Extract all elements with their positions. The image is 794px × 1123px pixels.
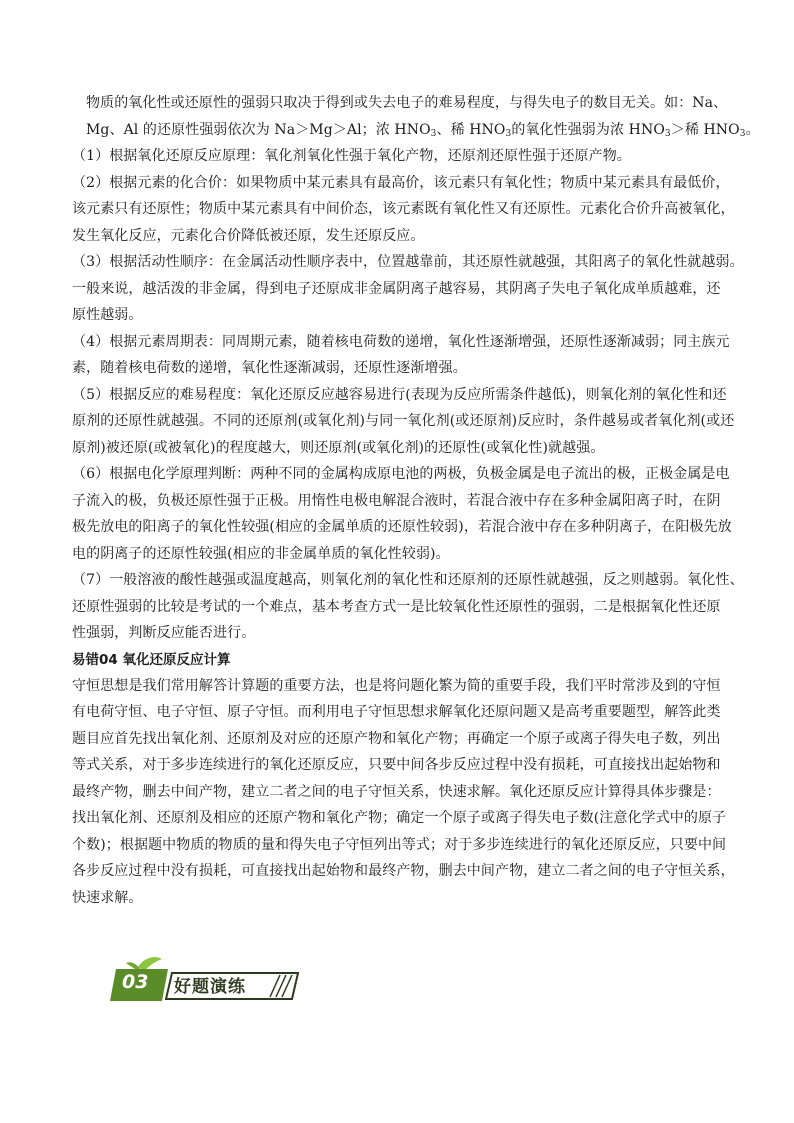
- rule-line: 原剂的还原性就越强。不同的还原剂(或氧化剂)与同一氧化剂(或还原剂)反应时，条件越易或者氧化剂(或还: [72, 413, 735, 429]
- banner-number: 03: [122, 971, 149, 993]
- rule-7: [72, 567, 744, 647]
- rule-line: 原性越弱。: [72, 307, 143, 323]
- body-line: 快速求解。: [72, 889, 143, 906]
- rule-line: （5）根据反应的难易程度：氧化还原反应越容易进行(表现为反应所需条件越低)，则氧化剂的氧化性和还: [72, 386, 727, 403]
- rule-line: （6）根据电化学原理判断：两种不同的金属构成原电池的两极，负极金属是电子流出的极，正极金属是电: [72, 466, 730, 482]
- rule-line: （4）根据元素周期表：同周期元素，随着核电荷数的递增，氧化性逐渐增强，还原性逐渐减弱；同主族元: [72, 333, 730, 350]
- body-line: 个数)；根据题中物质的物质的量和得失电子守恒列出等式；对于多步连续进行的氧化还原反应，只要中间: [72, 836, 727, 853]
- rule-line: （2）根据元素的化合价：如果物质中某元素具有最高价，该元素只有氧化性；物质中某元素具有最低价，: [72, 174, 730, 191]
- rule-line: 一般来说，越活泼的非金属，得到电子还原成非金属阴离子越容易，其阴离子失电子氧化成单质越难，还: [72, 280, 721, 297]
- rule-line: （7）一般溶液的酸性越强或温度越高，则氧化剂的氧化性和还原剂的还原性就越强，反之则越弱。氧化性、: [72, 572, 744, 588]
- banner-label: 好题演练: [174, 977, 246, 997]
- body-line: 守恒思想是我们常用解答计算题的重要方法，也是将问题化繁为简的重要手段，我们平时常涉及到的守恒: [72, 677, 721, 694]
- rule-6: [72, 461, 732, 567]
- intro-line-2: Mg、Al 的还原性强弱依次为 Na＞Mg＞Al；浓 $HNO_3$、稀 $HNO_3$的氧化性强弱为浓 $HNO_3>$稀 $HNO_3$。: [86, 121, 760, 139]
- body-line: 题目应首先找出氧化剂、还原剂及对应的还原产物和氧化产物；再确定一个原子或离子得失电子数，列出: [72, 730, 721, 747]
- body-line: 找出氧化剂、还原剂及相应的还原产物和氧化产物；确定一个原子或离子得失电子数(注意化学式中的原子: [72, 810, 727, 826]
- rule-1: [72, 143, 732, 170]
- body-line: 各步反应过程中没有损耗，可直接找出起始物和最终产物，删去中间产物，建立二者之间的电子守恒关系，: [72, 863, 735, 879]
- rule-line: （1）根据氧化还原反应原理：氧化剂氧化性强于氧化产物，还原剂还原性强于还原产物。: [72, 148, 631, 164]
- document-body: [72, 90, 760, 911]
- rule-5: [72, 382, 735, 462]
- body-line: 有电荷守恒、电子守恒、原子守恒。而利用电子守恒思想求解氧化还原问题又是高考重要题型，解答此类: [72, 704, 721, 720]
- rule-line: 性强弱，判断反应能否进行。: [72, 625, 256, 641]
- section-heading: 易错04 氧化还原反应计算: [72, 651, 231, 668]
- rule-line: 该元素只有还原性；物质中某元素具有中间价态，该元素既有氧化性又有还原性。元素化合价升高被氧化，: [72, 201, 735, 217]
- rule-3: [72, 249, 744, 329]
- rule-line: 子流入的极，负极还原性强于正极。用惰性电极电解混合液时，若混合液中存在多种金属阳离子时，在阴: [72, 492, 721, 509]
- intro-line-1: 物质的氧化性或还原性的强弱只取决于得到或失去电子的难易程度，与得失电子的数目无关。如：Na、: [86, 95, 728, 111]
- body-line: 等式关系，对于多步连续进行的氧化还原反应，只要中间各步反应过程中没有损耗，可直接找出起始物和: [72, 757, 721, 773]
- rule-4: [72, 329, 732, 382]
- rule-line: 电的阴离子的还原性较强(相应的非金属单质的氧化性较弱)。: [72, 545, 450, 562]
- rule-2: [72, 170, 735, 250]
- section-body: [72, 673, 735, 912]
- body-line: 最终产物，删去中间产物，建立二者之间的电子守恒关系，快速求解。氧化还原反应计算得具体步骤是：: [72, 783, 721, 800]
- rule-line: 极先放电的阳离子的氧化性较强(相应的金属单质的还原性较弱)，若混合液中存在多种阴离子，在阳极先放: [72, 519, 732, 535]
- rule-line: 发生氧化反应，元素化合价降低被还原，发生还原反应。: [72, 227, 425, 244]
- rule-line: 原剂)被还原(或被氧化)的程度越大，则还原剂(或氧化剂)的还原性(或氧化性)就越强。: [72, 439, 605, 456]
- rule-line: 素，随着核电荷数的递增，氧化性逐渐减弱，还原性逐渐增强。: [72, 360, 467, 376]
- rule-line: 还原性强弱的比较是考试的一个难点，基本考查方式一是比较氧化性还原性的强弱，二是根据氧化性还原: [72, 598, 721, 615]
- rule-line: （3）根据活动性顺序：在金属活动性顺序表中，位置越靠前，其还原性就越强，其阳离子的氧化性就越弱。: [72, 254, 744, 270]
- leaf-icon: [126, 957, 162, 971]
